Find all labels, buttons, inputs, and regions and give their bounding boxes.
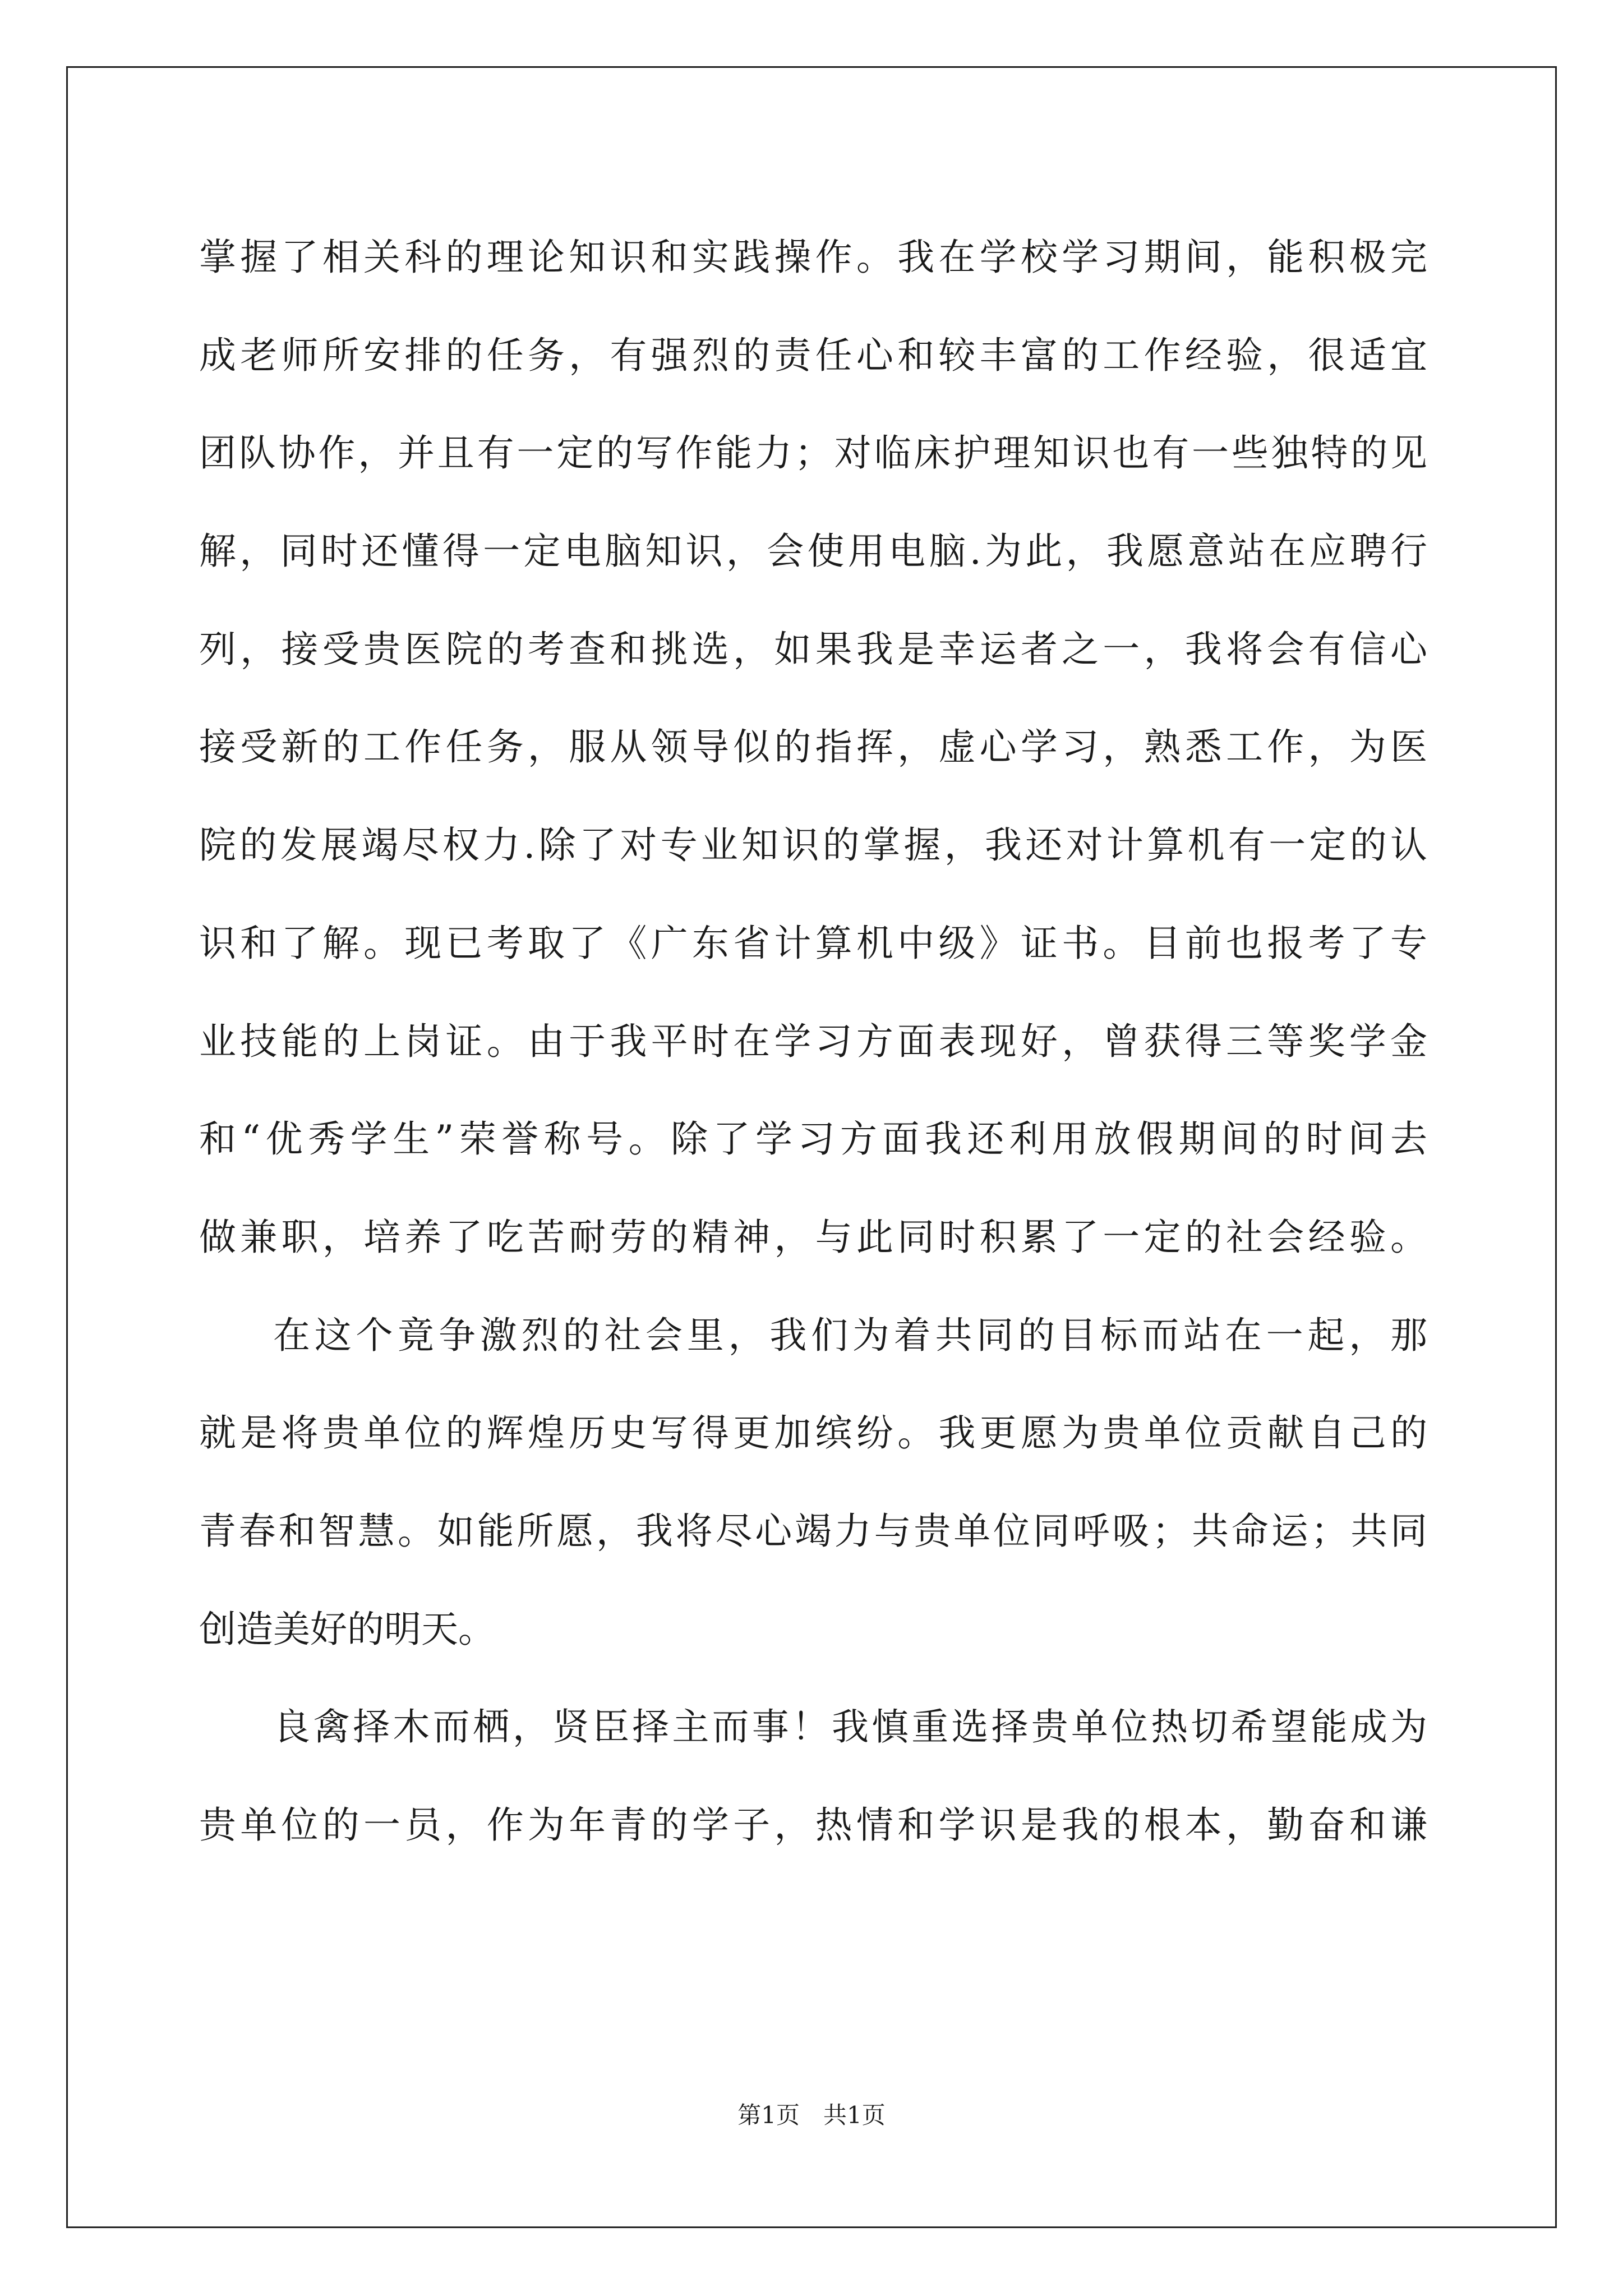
document-body <box>199 209 1427 1875</box>
text-line: 院的发展竭尽权力.除了对专业知识的掌握，我还对计算机有一定的认 <box>199 823 1427 867</box>
text-line: 青春和智慧。如能所愿，我将尽心竭力与贵单位同呼吸；共命运；共同 <box>199 1509 1427 1553</box>
paragraph-start-line: 良禽择木而栖，贤臣择主而事！我慎重选择贵单位热切希望能成为 <box>273 1705 1427 1749</box>
text-line: 成老师所安排的任务，有强烈的责任心和较丰富的工作经验，很适宜 <box>199 333 1427 377</box>
text-line: 做兼职，培养了吃苦耐劳的精神，与此同时积累了一定的社会经验。 <box>199 1215 1427 1259</box>
paragraph-start-line: 在这个竟争激烈的社会里，我们为着共同的目标而站在一起，那 <box>273 1313 1427 1357</box>
text-line: 就是将贵单位的辉煌历史写得更加缤纷。我更愿为贵单位贡献自己的 <box>199 1411 1427 1455</box>
text-line: 业技能的上岗证。由于我平时在学习方面表现好，曾获得三等奖学金 <box>199 1019 1427 1063</box>
page-footer: 第1页 共1页 <box>737 2101 886 2129</box>
text-line: 识和了解。现已考取了《广东省计算机中级》证书。目前也报考了专 <box>199 921 1427 965</box>
text-line: 创造美好的明天。 <box>199 1607 495 1651</box>
text-line: 列，接受贵医院的考查和挑选，如果我是幸运者之一，我将会有信心 <box>199 627 1427 671</box>
text-line: 接受新的工作任务，服从领导似的指挥，虚心学习，熟悉工作，为医 <box>199 725 1427 769</box>
text-line: 和“优秀学生”荣誉称号。除了学习方面我还利用放假期间的时间去 <box>199 1117 1427 1161</box>
text-line: 团队协作，并且有一定的写作能力；对临床护理知识也有一些独特的见 <box>199 431 1427 475</box>
text-line: 贵单位的一员，作为年青的学子，热情和学识是我的根本，勤奋和谦 <box>199 1803 1427 1847</box>
text-line: 掌握了相关科的理论知识和实践操作。我在学校学习期间，能积极完 <box>199 236 1427 279</box>
text-line: 解，同时还懂得一定电脑知识，会使用电脑.为此，我愿意站在应聘行 <box>199 530 1427 573</box>
